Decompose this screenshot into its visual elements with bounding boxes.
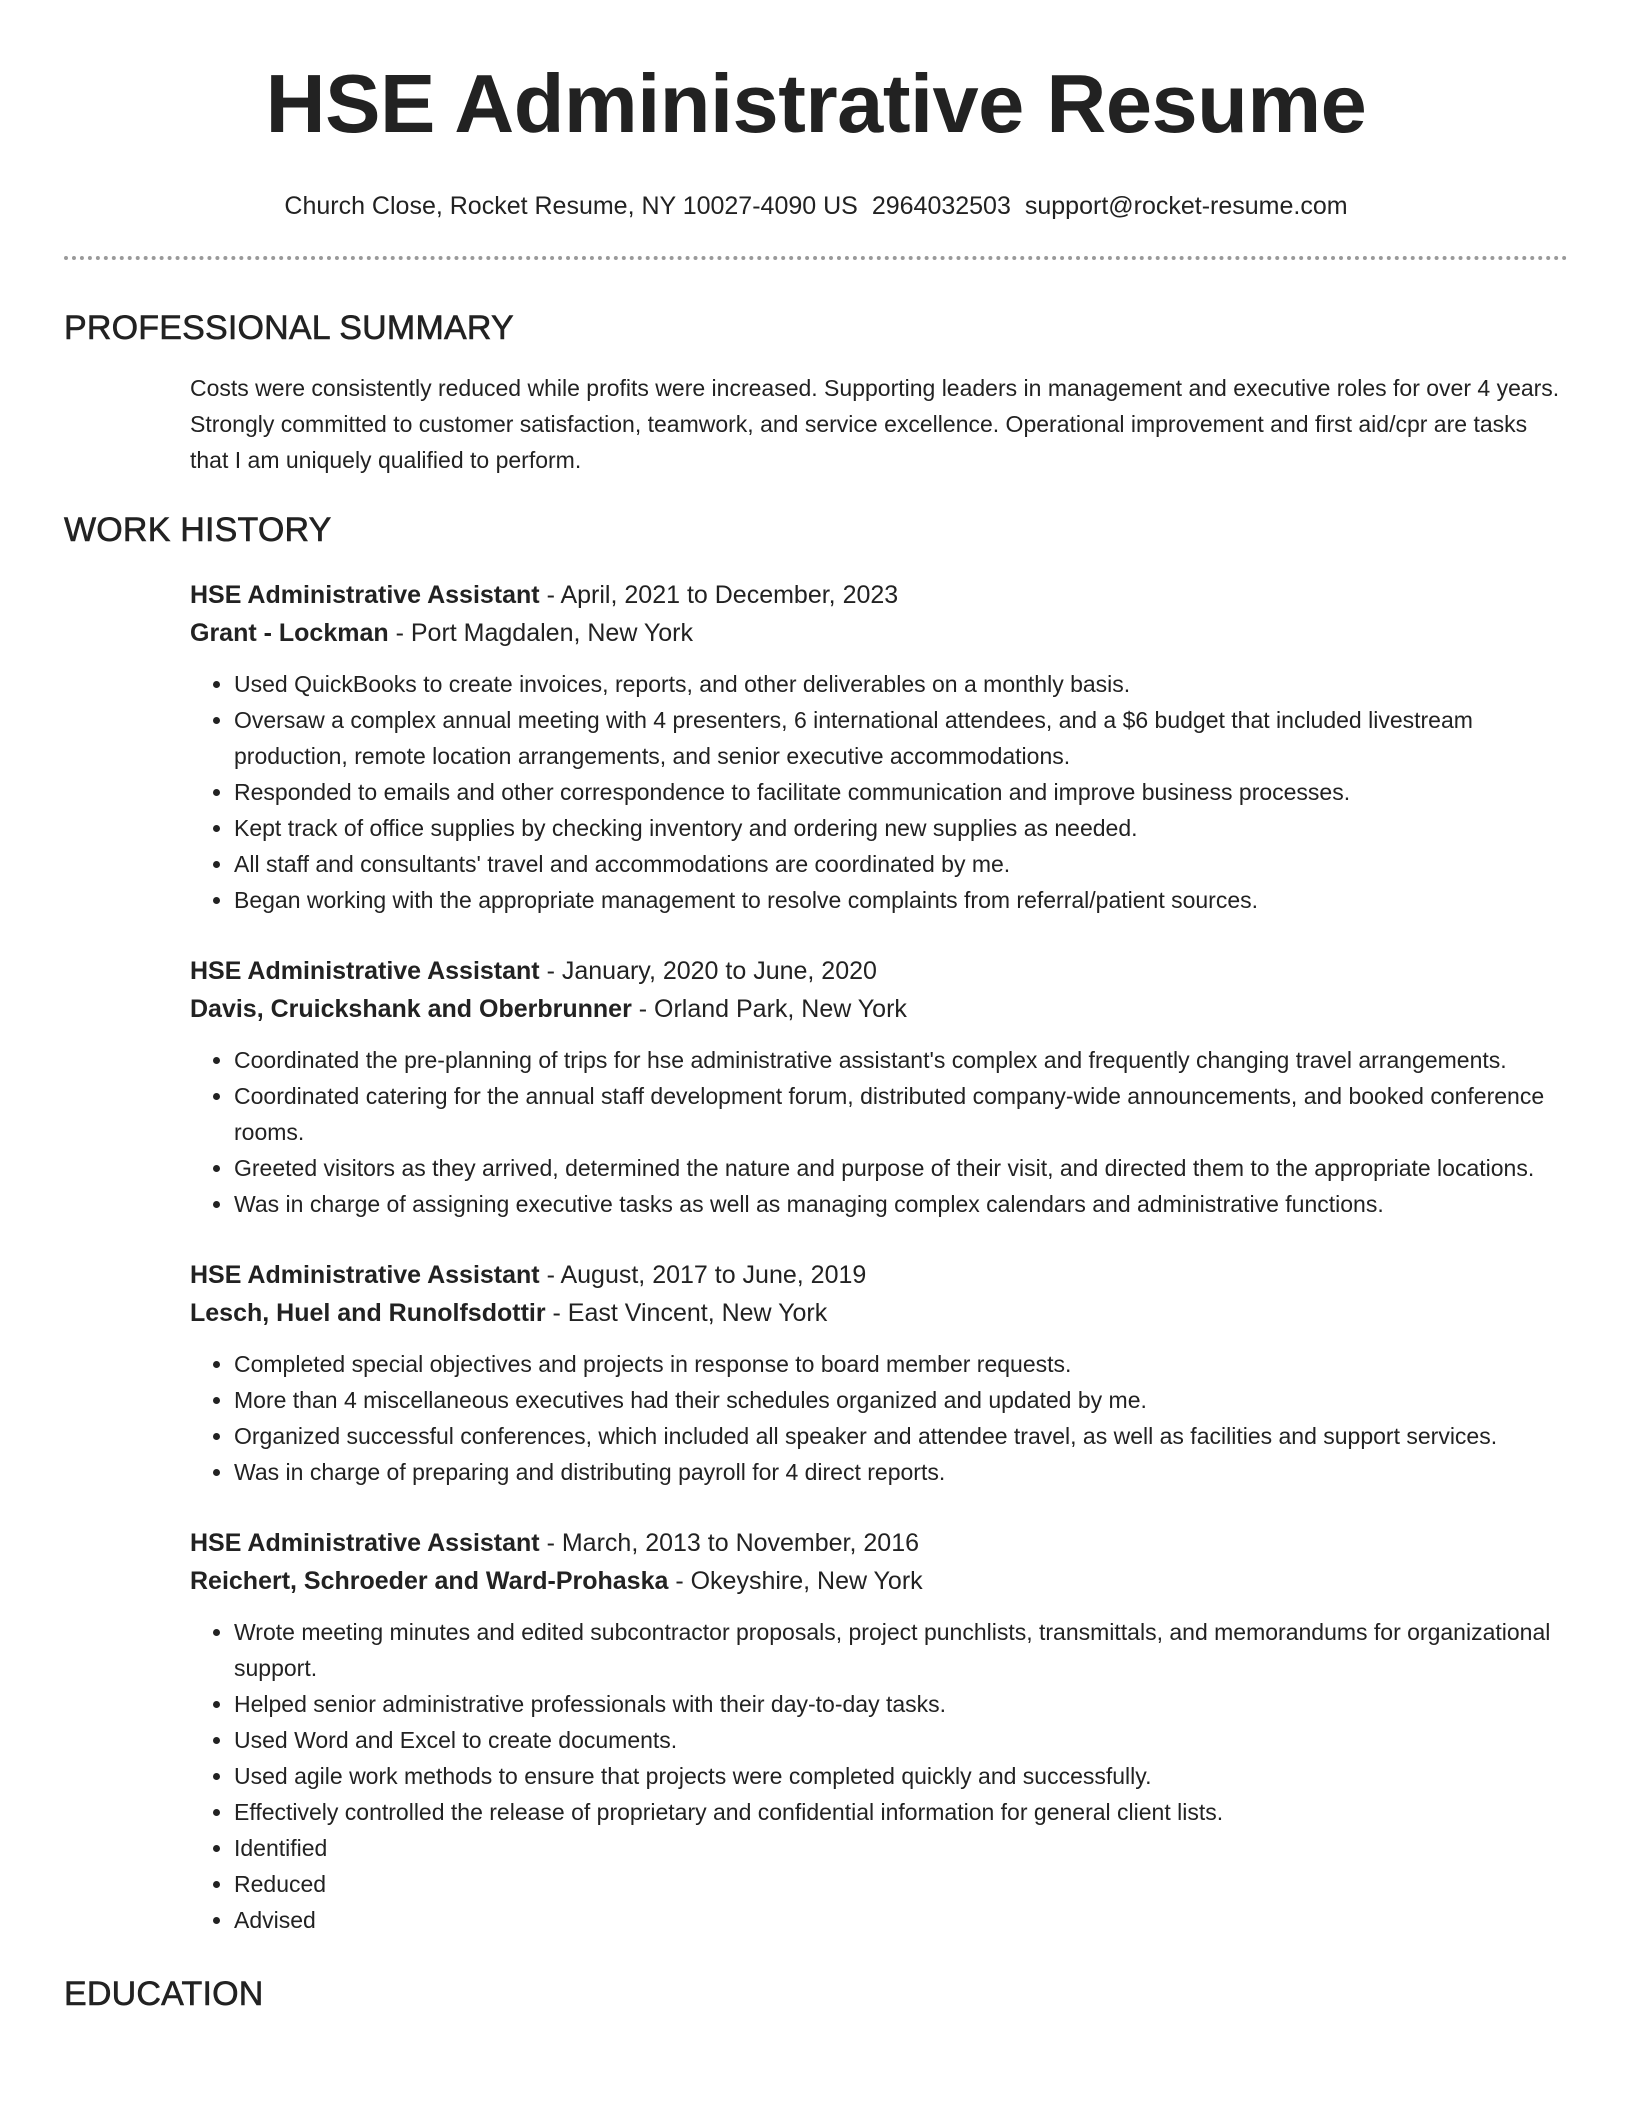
job-company: Reichert, Schroeder and Ward-Prohaska (190, 1567, 669, 1595)
job-bullet: • Was in charge of preparing and distributing payroll for 4 direct reports. (234, 1454, 1568, 1490)
contact-email: support@rocket-resume.com (1024, 192, 1348, 220)
job-bullet: • Helped senior administrative professionals with their day-to-day tasks. (234, 1686, 1568, 1722)
job-bullet: • Used agile work methods to ensure that projects were completed quickly and successfully. (234, 1758, 1568, 1794)
job-entry (190, 1256, 1568, 1490)
job-bullet: • Was in charge of assigning executive tasks as well as managing complex calendars and administrative functions. (234, 1186, 1568, 1222)
contact-line (0, 190, 1632, 222)
job-title: HSE Administrative Assistant (190, 1529, 540, 1557)
job-dates: - January, 2020 to June, 2020 (539, 957, 877, 985)
job-bullet: • Began working with the appropriate management to resolve complaints from referral/patient sources. (234, 882, 1568, 918)
job-title-line (190, 1524, 1568, 1562)
job-company-line (190, 990, 1568, 1028)
job-bullet: • Reduced (234, 1866, 1568, 1902)
contact-phone: 2964032503 (871, 192, 1011, 220)
job-location: - Okeyshire, New York (668, 1567, 923, 1595)
job-entry (190, 952, 1568, 1222)
job-bullets (190, 666, 1568, 918)
job-bullet: • Organized successful conferences, which included all speaker and attendee travel, as well as facilities and support services. (234, 1418, 1568, 1454)
contact-address: Church Close, Rocket Resume, NY 10027-4090 US (284, 192, 858, 220)
job-bullet: • Effectively controlled the release of proprietary and confidential information for general client lists. (234, 1794, 1568, 1830)
job-bullet: • Completed special objectives and projects in response to board member requests. (234, 1346, 1568, 1382)
job-bullet: • More than 4 miscellaneous executives had their schedules organized and updated by me. (234, 1382, 1568, 1418)
job-title: HSE Administrative Assistant (190, 957, 540, 985)
job-bullet: • All staff and consultants' travel and accommodations are coordinated by me. (234, 846, 1568, 882)
job-company-line (190, 614, 1568, 652)
job-bullet: • Greeted visitors as they arrived, determined the nature and purpose of their visit, and directed them to the appropriate locations. (234, 1150, 1568, 1186)
job-bullet: • Responded to emails and other correspondence to facilitate communication and improve business processes. (234, 774, 1568, 810)
job-title-line (190, 952, 1568, 990)
job-company: Grant - Lockman (190, 619, 389, 647)
education-heading: EDUCATION (64, 1975, 264, 2013)
job-entry (190, 1524, 1568, 1938)
job-bullet: • Identified (234, 1830, 1568, 1866)
job-location: - Orland Park, New York (631, 995, 907, 1023)
job-entry (190, 576, 1568, 918)
job-company: Davis, Cruickshank and Oberbrunner (190, 995, 632, 1023)
job-dates: - April, 2021 to December, 2023 (539, 581, 899, 609)
job-title-line (190, 1256, 1568, 1294)
job-bullet: • Used Word and Excel to create documents. (234, 1722, 1568, 1758)
job-bullet: • Used QuickBooks to create invoices, reports, and other deliverables on a monthly basis. (234, 666, 1568, 702)
job-dates: - March, 2013 to November, 2016 (539, 1529, 920, 1557)
header-divider (64, 256, 1568, 260)
job-title: HSE Administrative Assistant (190, 1261, 540, 1289)
job-company-line (190, 1562, 1568, 1600)
summary-heading: PROFESSIONAL SUMMARY (64, 309, 514, 347)
job-bullet: • Advised (234, 1902, 1568, 1938)
job-location: - Port Magdalen, New York (388, 619, 693, 647)
work-history-heading: WORK HISTORY (64, 511, 332, 549)
job-bullets (190, 1346, 1568, 1490)
job-bullet: • Coordinated the pre-planning of trips for hse administrative assistant's complex and frequently changing travel arrangements. (234, 1042, 1568, 1078)
job-dates: - August, 2017 to June, 2019 (539, 1261, 867, 1289)
page-title: HSE Administrative Resume (265, 57, 1367, 150)
job-location: - East Vincent, New York (545, 1299, 828, 1327)
job-bullet: • Coordinated catering for the annual staff development forum, distributed company-wide announcements, and booked conference rooms. (234, 1078, 1568, 1150)
job-bullet: • Kept track of office supplies by checking inventory and ordering new supplies as needed. (234, 810, 1568, 846)
job-title-line (190, 576, 1568, 614)
job-company-line (190, 1294, 1568, 1332)
job-bullets (190, 1042, 1568, 1222)
job-company: Lesch, Huel and Runolfsdottir (190, 1299, 546, 1327)
job-title: HSE Administrative Assistant (190, 581, 540, 609)
job-bullet: • Wrote meeting minutes and edited subcontractor proposals, project punchlists, transmittals, and memorandums for organizational support. (234, 1614, 1568, 1686)
job-bullets (190, 1614, 1568, 1938)
job-bullet: • Oversaw a complex annual meeting with 4 presenters, 6 international attendees, and a $6 budget that included livestream production, remote location arrangements, and senior executive accommodations. (234, 702, 1568, 774)
summary-text: Costs were consistently reduced while profits were increased. Supporting leaders in management and executive roles for over 4 years. Strongly committed to customer satisfaction, teamwork, and service excellence. Operational improvement and first aid/cpr are tasks that I am uniquely qualified to perform. (190, 375, 1560, 473)
